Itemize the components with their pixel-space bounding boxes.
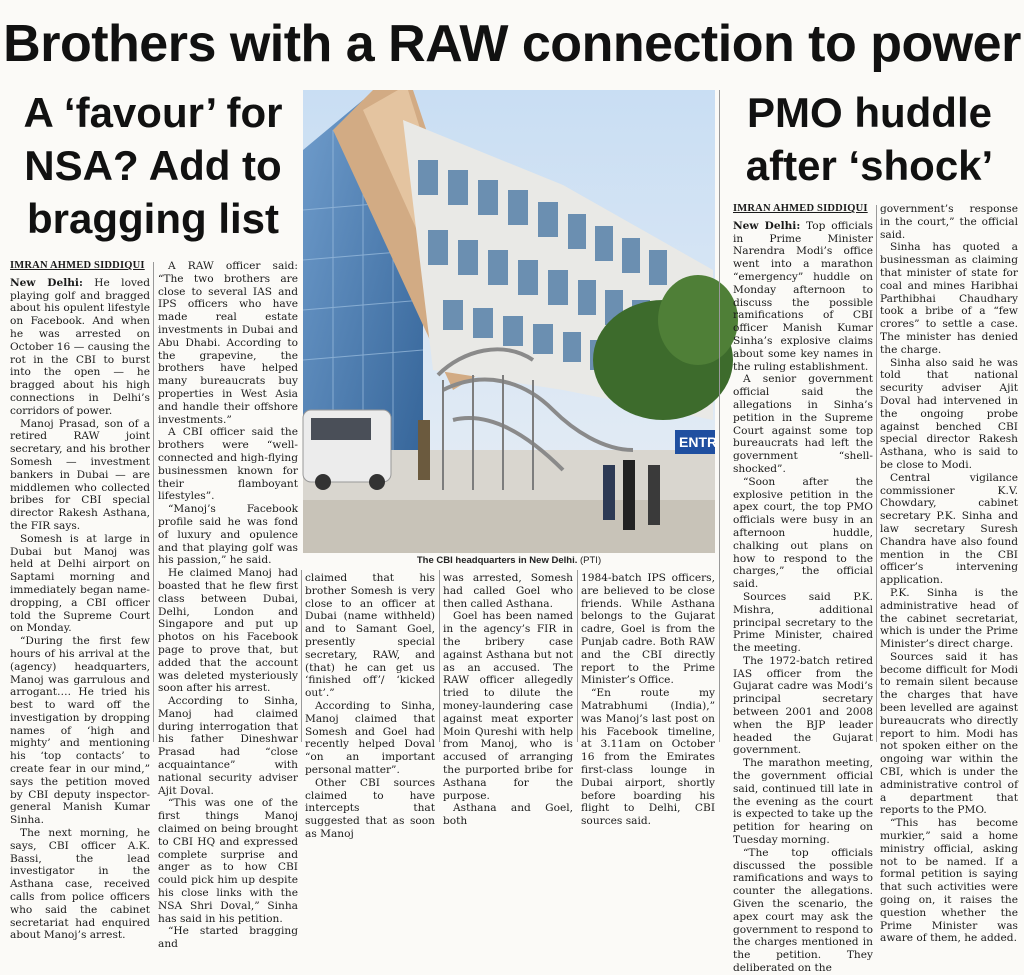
left-col3-para: Other CBI sources claimed to have intercepts that suggested that as soon as Manoj: [305, 776, 435, 840]
left-col4-para: was arrested, Somesh had called Goel who then called Asthana.: [443, 572, 573, 610]
right-col1-para: New Delhi: Top officials in Prime Minister Narendra Modi’s office went into a marathon “emergency” huddle on Monday afternoon to discuss the possible ramifications of CBI officer Manish Kumar Sinha’s explosive claims about some key names in the ruling establishment.: [733, 219, 873, 373]
left-story-headline: A ‘favour’ for NSA? Add to bragging list: [23, 89, 283, 242]
right-col2-para: P.K. Sinha is the administrative head of the cabinet secretariat, which is under the Prime Minister’s direct charge.: [880, 586, 1018, 651]
left-story-dateline: New Delhi:: [10, 276, 83, 289]
left-col2-para: “He started bragging and: [158, 925, 298, 951]
left-col4-para: Asthana and Goel, both: [443, 802, 573, 828]
right-col1-para: “The top officials discussed the possible ramifications and ways to counter the allegations. Given the scenario, the apex court may ask the government to respond to the charges mentioned in the petition. They deliberated on the: [733, 846, 873, 975]
left-col4-para: Goel has been named in the agency’s FIR in the bribery case against Asthana but not as an accused. The RAW officer allegedly tried to dilute the money-laundering case against meat exporter Moin Qureshi with help from Manoj, who is accused of arranging the purported bribe for Asthana for the purpose.: [443, 610, 573, 802]
story-separator-rule: [719, 90, 720, 742]
left-col1-para: Manoj Prasad, son of a retired RAW joint secretary, and his brother Somesh — investment bankers in Dubai — are middlemen who collected bribes for CBI special director Rakesh Asthana, the FIR says.: [10, 417, 150, 532]
left-col3-para: According to Sinha, Manoj claimed that Somesh and Goel had recently helped Doval “on an important personal matter”.: [305, 699, 435, 776]
right-col1-para: The marathon meeting, the government official said, continued till late in the evening as the court is expected to take up the petition for hearing on Tuesday morning.: [733, 757, 873, 847]
left-story-byline: IMRAN AHMED SIDDIQUI: [10, 260, 145, 271]
photo-credit: (PTI): [580, 555, 602, 566]
right-col2-para: Central vigilance commissioner K.V. Chowdary, cabinet secretary P.K. Sinha and law secretary Suresh Chandra have also found mention in the CBI officer’s intervening application.: [880, 471, 1018, 587]
left-story-column-3: [305, 572, 435, 840]
left-story-column-2: [158, 260, 298, 951]
right-col2-para: Sinha also said he was told that national security adviser Ajit Doval had intervened in the ongoing probe against benched CBI special director Rakesh Asthana, who is said to be close to Modi.: [880, 356, 1018, 471]
left-col1-para: Somesh is at large in Dubai but Manoj was held at Delhi airport on Saptami morning and immediately began name-dropping, a CBI officer told the Supreme Court on Monday.: [10, 532, 150, 635]
right-story-dateline: New Delhi:: [733, 219, 801, 232]
banner-headline: Brothers with a RAW connection to power: [3, 15, 1021, 73]
left-col5-para: “En route my Matrabhumi (India),” was Manoj’s last post on his Facebook timeline, at 3.11am on October 16 from the Emirates first-class lounge in Dubai airport, shortly before boarding his flight to Delhi, CBI sources said.: [581, 687, 715, 828]
left-col2-para: According to Sinha, Manoj had claimed during interrogation that his father Dineshwar Prasad had “close acquaintance” with national security adviser Ajit Doval.: [158, 695, 298, 797]
right-story-column-2: [880, 203, 1018, 945]
left-col1-para: New Delhi: He loved playing golf and bragged about his opulent lifestyle on Facebook. And when he was arrested on October 16 — causing the rot in the CBI to burst into the open — he bragged about his high connections in Delhi’s corridors of power.: [10, 276, 150, 417]
left-story-column-1: [10, 260, 150, 942]
column-rule: [876, 205, 877, 742]
right-col2-para: Sinha has quoted a businessman as claiming that minister of state for coal and mines Haribhai Parthibhai Chaudhary took a bribe of a “few crores” to settle a case. The minister has denied the charge.: [880, 241, 1018, 356]
left-story-column-5: [581, 572, 715, 828]
photo-caption: [303, 555, 715, 566]
right-col1-para: Sources said P.K. Mishra, additional principal secretary to the Prime Minister, chaired the meeting.: [733, 590, 873, 655]
left-col2-para: A RAW officer said: “The two brothers are close to several IAS and IPS officers who have made real estate investments in Dubai and Abu Dhabi. According to the grapevine, the brothers have helped many bureaucrats buy properties in West Asia and handle their offshore investments.”: [158, 260, 298, 426]
left-col2-para: “Manoj’s Facebook profile said he was fond of luxury and opulence and that playing golf was his passion,” he said.: [158, 503, 298, 567]
left-col2-para: A CBI officer said the brothers were “well-connected and high-flying businessmen known for their flamboyant lifestyles”.: [158, 426, 298, 503]
right-col2-para: Sources said it has become difficult for Modi to remain silent because the charges that have been levelled are against bureaucrats who directly report to him. Modi has not spoken either on the ongoing war within the CBI, which is under the administrative control of a department that reports to the PMO.: [880, 650, 1018, 817]
left-story-column-4: [443, 572, 573, 828]
right-col1-para: A senior government official said the allegations in Sinha’s petition in the Supreme Court against some top bureaucrats had left the government “shell-shocked”.: [733, 373, 873, 475]
right-col2-para: “This has become murkier,” said a home ministry official, asking not to be named. If a formal petition is saying that such activities were going on, it raises the question whether the Prime Minister was aware of them, he added.: [880, 817, 1018, 945]
right-story-headline: PMO huddle after ‘shock’: [745, 89, 994, 189]
left-col2-para: He claimed Manoj had boasted that he flew first class between Dubai, Delhi, London and Singapore and put up photos on his Facebook page to prove that, but added that the account was deleted mysteriously soon after his arrest.: [158, 567, 298, 695]
cbi-headquarters-photo: [303, 90, 718, 553]
right-story-byline: IMRAN AHMED SIDDIQUI: [733, 203, 868, 214]
column-rule: [153, 262, 154, 742]
right-col1-para: “Soon after the explosive petition in the apex court, the top PMO officials were busy in an afternoon huddle, chalking out plans on how to respond to the charges,” the official said.: [733, 475, 873, 591]
column-rule: [577, 570, 578, 742]
left-col5-para: 1984-batch IPS officers, are believed to be close friends. While Asthana belongs to the Gujarat cadre, Goel is from the Punjab cadre. Both RAW and the CBI directly report to the Prime Minister’s Office.: [581, 572, 715, 687]
building-illustration: [303, 90, 718, 553]
left-col1-para: “During the first few hours of his arrival at the (agency) headquarters, Manoj was garrulous and arrogant…. He tried his best to ward off the investigation by dropping names of ‘high and mighty’ and mentioning his ‘top contacts’ to create fear in our mind,” says the petition moved by CBI deputy inspector-general Manish Kumar Sinha.: [10, 635, 150, 827]
column-rule: [301, 570, 302, 742]
column-rule: [439, 570, 440, 742]
right-story-column-1: [733, 203, 873, 975]
caption-text: The CBI headquarters in New Delhi.: [416, 555, 578, 566]
left-col2-para: “This was one of the first things Manoj claimed on being brought to CBI HQ and expressed complete surprise and anger as to how CBI could pick him up despite his close links with the NSA Shri Doval,” Sinha has said in his petition.: [158, 797, 298, 925]
left-col1-para: The next morning, he says, CBI officer A.K. Bassi, the lead investigator in the Asthana case, received calls from police officers who said the cabinet secretariat had enquired about Manoj’s arrest.: [10, 827, 150, 942]
right-col2-para: government’s response in the court,” the official said.: [880, 203, 1018, 241]
left-col3-para: claimed that his brother Somesh is very close to an officer at Dubai (name withheld) and to Samant Goel, presently special secretary, RAW, and (that) he can get us ‘finished off’/ ‘kicked out’.”: [305, 572, 435, 700]
right-col1-para: The 1972-batch retired IAS officer from the Gujarat cadre was Modi’s principal secretary between 2001 and 2008 when the BJP leader headed the Gujarat government.: [733, 654, 873, 757]
entrance-sign-text: ENTR: [679, 434, 718, 450]
